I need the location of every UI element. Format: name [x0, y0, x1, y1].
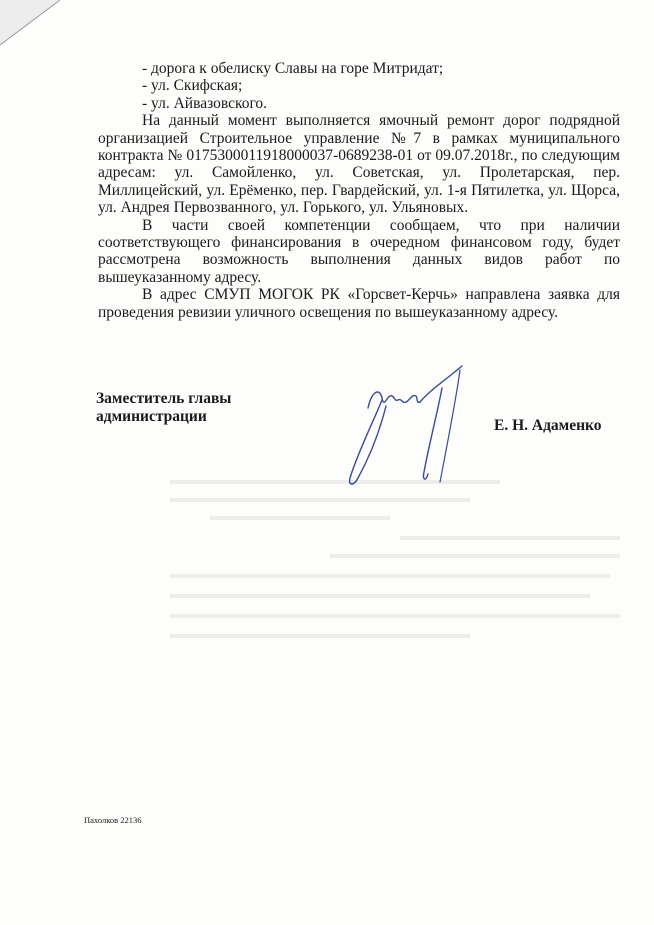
signer-title-line: Заместитель главы — [96, 390, 232, 407]
signer-name: Е. Н. Адаменко — [494, 417, 602, 434]
list-item: - ул. Скифская; — [142, 77, 243, 95]
page-corner-fold — [0, 0, 60, 45]
list-item: - дорога к обелиску Славы на горе Митридат; — [142, 60, 444, 77]
letter-body — [98, 60, 620, 321]
signer-title — [96, 390, 296, 426]
paragraph-lighting-request: В адрес СМУП МОГОК РК «Горсвет-Керчь» направлена заявка для проведения ревизии уличного освещения по вышеуказанному адресу. — [98, 286, 620, 321]
signer-title-line: администрации — [96, 408, 207, 425]
executor-note: Пахолков 22136 — [84, 815, 142, 825]
paragraph-financing: В части своей компетенции сообщаем, что при наличии соответствующего финансирования в очередном финансовом году, будет рассмотрена возможность выполнения данных видов работ по вышеуказанному адресу. — [98, 216, 620, 286]
list-item: - ул. Айвазовского. — [142, 94, 268, 112]
paragraph-repair-works: На данный момент выполняется ямочный ремонт дорог подрядной организацией Строительное управление №7 в рамках муниципального контракта № 0175300011918000037-0689238-01 от 09.07.2018г., по следующим адресам: ул. Самойленко, ул. Советская, ул. Пролетарская, пер. Миллицейский, ул. Ерёменко, пер. Гвардейский, ул. 1-я Пятилетка, ул. Щорса, ул. Андрея Первозванного, ул. Горького, ул. Ульяновых. — [98, 112, 620, 217]
reverse-side-bleed-through — [150, 470, 630, 810]
